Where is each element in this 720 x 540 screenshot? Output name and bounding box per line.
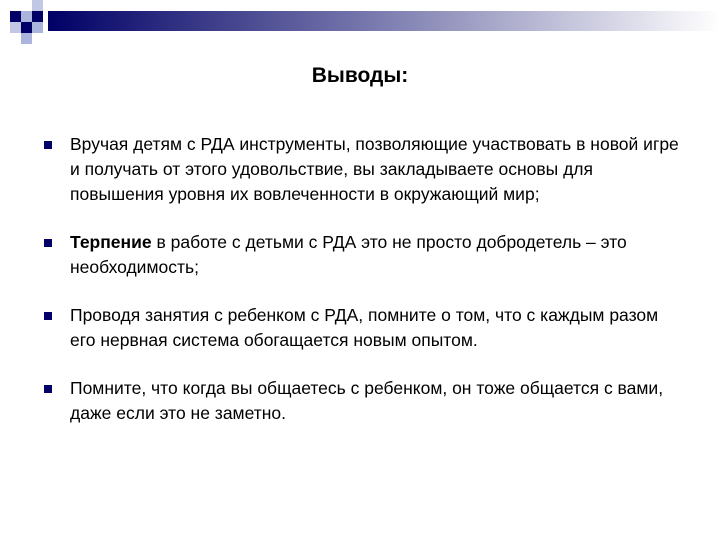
bullet-list xyxy=(40,132,680,449)
header-squares xyxy=(10,0,43,44)
square-bullet-icon xyxy=(44,385,52,393)
bullet-text: Проводя занятия с ребенком с РДА, помните о том, что с каждым разом его нервная система обогащается новым опытом. xyxy=(70,305,659,350)
bullet-text: в работе с детьми с РДА это не просто добродетель – это необходимость; xyxy=(70,232,627,277)
slide-title: Выводы: xyxy=(311,64,409,87)
bullet-text: Вручая детям с РДА инструменты, позволяющие участвовать в новой игре и получать от этого удовольствие, вы закладываете основы для повышения уровня их вовлеченности в окружающий мир; xyxy=(70,134,679,204)
square-bullet-icon xyxy=(44,141,52,149)
bullet-item xyxy=(40,230,680,280)
bullet-item xyxy=(40,132,680,207)
square-bullet-icon xyxy=(44,312,52,320)
bullet-item xyxy=(40,376,680,426)
bullet-item xyxy=(40,303,680,353)
header-decoration xyxy=(0,0,720,50)
bullet-text: Помните, что когда вы общаетесь с ребенком, он тоже общается с вами, даже если это не заметно. xyxy=(70,378,664,423)
bullet-bold-term: Терпение xyxy=(70,232,152,252)
square-bullet-icon xyxy=(44,239,52,247)
header-gradient-bar xyxy=(48,11,720,31)
